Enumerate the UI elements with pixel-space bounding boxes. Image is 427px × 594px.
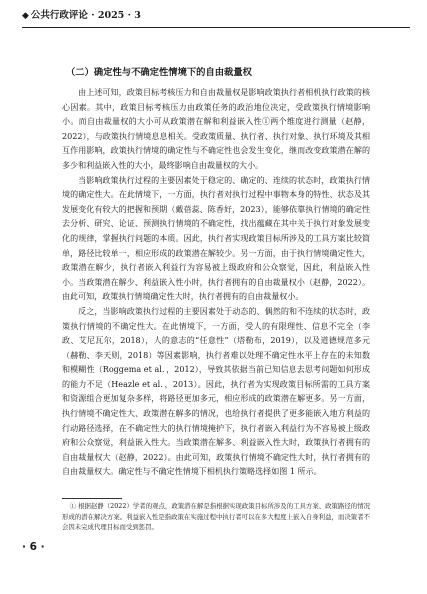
footnote-rule [62, 498, 122, 499]
body-text [62, 86, 370, 480]
paragraph: 反之，当影响政策执行过程的主要因素处于动态的、偶然的和不连续的状态时，政策执行情境的不确定性大。在此情境下，一方面，受人的有限理性、信息不完全（李政、艾尼瓦尔，2018），人的意志的“任意性”（塔勒布，2019），以及道德规范多元（赫勒、李天则，2018）等因素影响，执行者难以处理不确定性水平上存在的未知数和模糊性（Roggema et al．，2012），导致其依据当前已知信息去思考问题如何形成的能力不足（Heazle et al．，2013）。因此，执行者为实现政策目标所需的工具方案和资源组合更加复杂多样，将路径更加多元，相应形成的政策潜在解更多。另一方面，执行情境不确定性大、政策潜在解多的情况，也给执行者提供了更多能嵌入地方利益的行动路径选择，在不确定性大的执行情境掩护下，执行者嵌入利益行为不容易被上级政府和公众察觉，利益嵌入性大。当政策潜在解多、利益嵌入性大时，政策执行者拥有的自由裁量权大（赵静，2022）。由此可知，政策执行情境不确定性大时，执行者拥有的自由裁量权大。确定性与不确定性情境下相机执行策略选择如图 1 所示。 [62, 306, 370, 477]
section-heading: （二）确定性与不确定性情境下的自由裁量权 [66, 67, 252, 78]
header-rule [22, 27, 410, 28]
journal-title: 公共行政评论 · 2025 · 3 [30, 10, 141, 21]
paragraph: 由上述可知，政策目标考核压力和自由裁量权是影响政策执行者相机执行政策的核心因素。其中，政策目标考核压力由政策任务的政治地位决定，受政策执行情境影响小。而自由裁量权的大小可从政策潜在解和利益嵌入性①两个维度进行测量（赵静，2022），与政策执行情境息息相关。受政策质量、执行者、执行对象、执行环境及其相互作用影响，政策执行情境的确定性与不确定性也会发生变化，继而改变政策潜在解的多少和利益嵌入性的大小，最终影响自由裁量权的大小。 [62, 88, 370, 170]
running-header [22, 8, 402, 24]
footnote [62, 501, 370, 533]
diamond-icon: ◆ [22, 11, 29, 21]
footnote-text: ① 根据赵静（2022）学者的观点，政策潜在解是指根据实现政策目标所涉及的工具方案、政策路径的情况形成的潜在解决方案。利益嵌入性是指政策在实施过程中执行者可以在多大程度上嵌入自身利益，而决策者不会因未完成代理目标而受到惩罚。 [62, 502, 370, 531]
paragraph: 当影响政策执行过程的主要因素处于稳定的、确定的、连续的状态时，政策执行情境的确定性大。在此情境下，一方面，执行者对执行过程中事物本身的特性、状态及其发展变化有较大的把握和预期（戴蓓蕊、陈香好，2023），能够依靠执行情境的确定性去分析、研究、论证、预测执行情境的不确定性，找出蕴藏在其中关于执行对象发展变化的规律，掌握执行问题的本质。因此，执行者实现政策目标所涉及的工具方案比较简单，路径比较单一，相应形成的政策潜在解较少。另一方面，由于执行情境确定性大，政策潜在解少，执行者嵌入利益行为容易被上级政府和公众察觉，因此，利益嵌入性小。当政策潜在解少、利益嵌入性小时，执行者拥有的自由裁量权小（赵静，2022）。由此可知，政策执行情境确定性大时，执行者拥有的自由裁量权小。 [62, 175, 370, 302]
page-number: · 6 · [22, 541, 45, 553]
